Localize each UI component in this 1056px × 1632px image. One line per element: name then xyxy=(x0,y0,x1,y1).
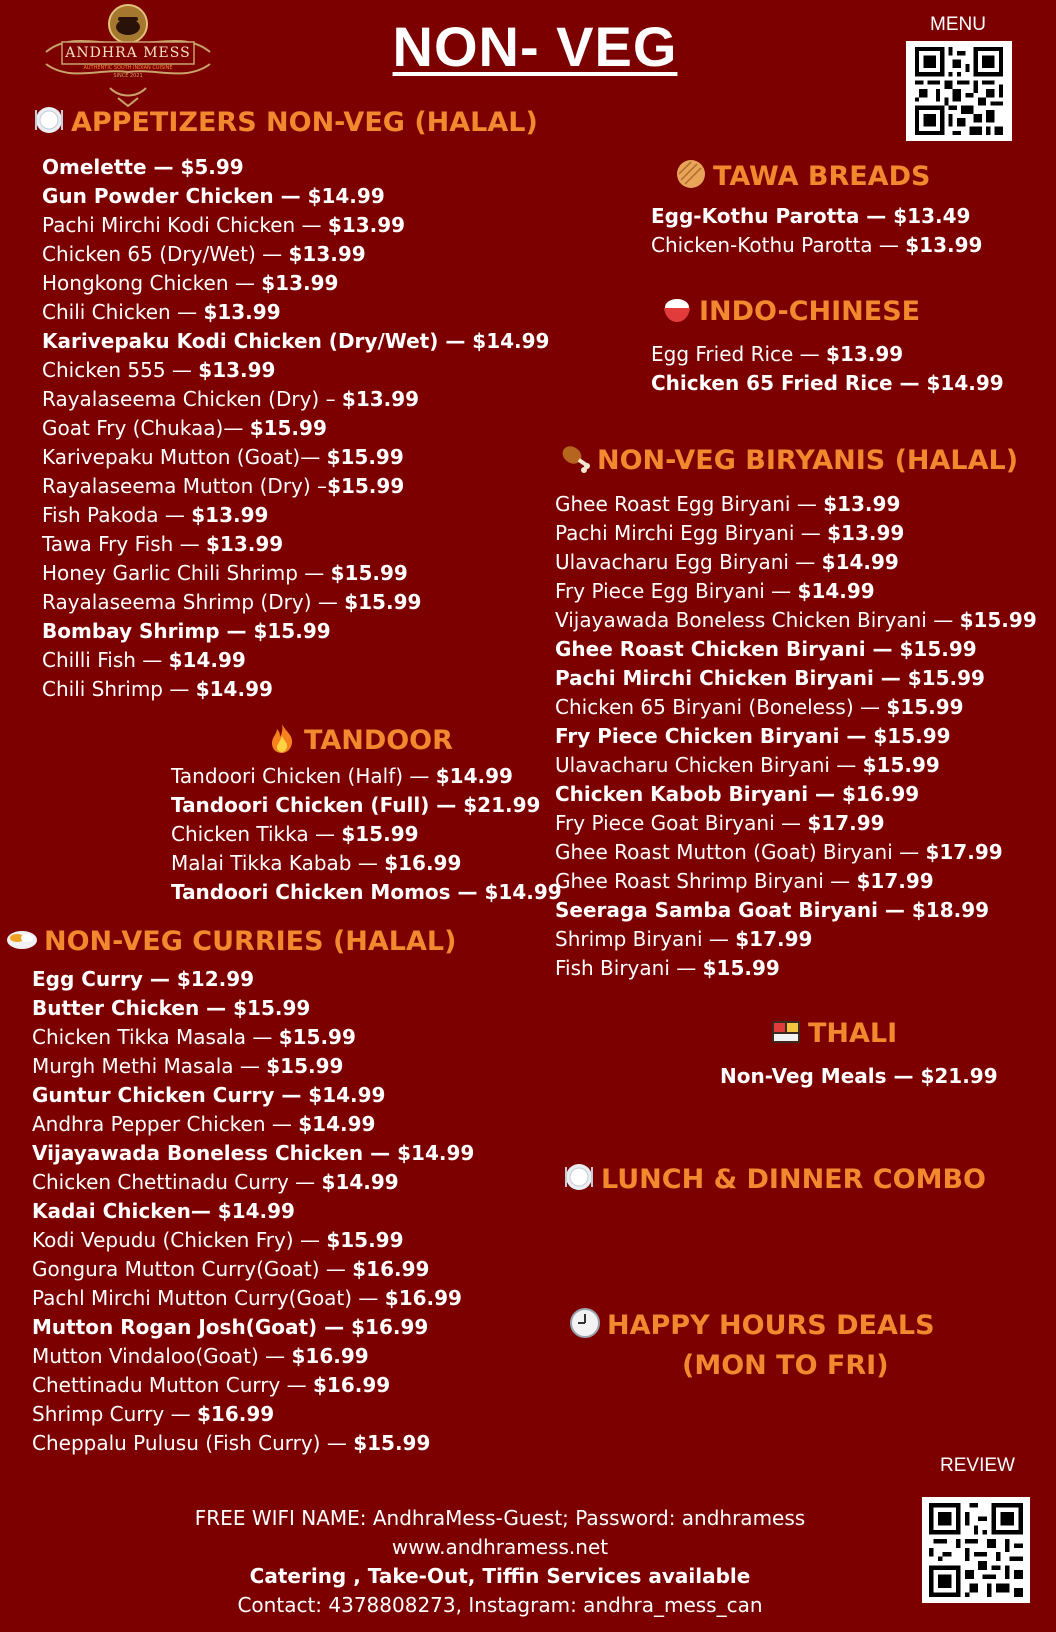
menu-item xyxy=(42,501,549,530)
menu-item-price: $16.99 xyxy=(384,851,462,875)
menu-item-price: $16.99 xyxy=(842,782,920,806)
menu-item-name: Kadai Chicken— xyxy=(32,1199,218,1223)
menu-item-name: Kodi Vepudu (Chicken Fry) — xyxy=(32,1228,327,1252)
menu-item xyxy=(651,231,982,260)
menu-item-name: Shrimp Biryani — xyxy=(555,927,736,951)
menu-item xyxy=(651,202,982,231)
menu-item-name: Egg Curry — xyxy=(32,967,177,991)
menu-item-name: Omelette — xyxy=(42,155,181,179)
menu-item-name: Honey Garlic Chili Shrimp — xyxy=(42,561,331,585)
review-qr-label: REVIEW xyxy=(940,1455,1015,1476)
menu-item-name: Tandoori Chicken (Full) — xyxy=(171,793,464,817)
menu-item-price: $17.99 xyxy=(807,811,885,835)
menu-item xyxy=(32,1342,474,1371)
menu-item-name: Cheppalu Pulusu (Fish Curry) — xyxy=(32,1431,354,1455)
menu-item xyxy=(555,809,1037,838)
menu-item xyxy=(42,240,549,269)
menu-item-price: $14.99 xyxy=(321,1170,399,1194)
menu-item-name: Chili Shrimp — xyxy=(42,677,196,701)
menu-item xyxy=(32,1023,474,1052)
menu-item-price: $14.99 xyxy=(308,1083,386,1107)
tandoor-heading xyxy=(266,722,453,758)
menu-item-price: $15.99 xyxy=(886,695,964,719)
contact-info: Contact: 4378808273, Instagram: andhra_mess_can xyxy=(237,1593,763,1617)
menu-item xyxy=(32,1313,474,1342)
menu-item-name: Ghee Roast Shrimp Biryani — xyxy=(555,869,857,893)
menu-item-name: Gongura Mutton Curry(Goat) — xyxy=(32,1257,353,1281)
menu-item-price: $14.99 xyxy=(217,1199,295,1223)
menu-item-name: Ulavacharu Chicken Biryani — xyxy=(555,753,863,777)
menu-item-name: Chicken Kabob Biryani — xyxy=(555,782,843,806)
menu-item-price: $14.99 xyxy=(472,329,550,353)
menu-qr-label: MENU xyxy=(930,14,986,35)
menu-item-name: Bombay Shrimp — xyxy=(42,619,254,643)
wifi-info: FREE WIFI NAME: AndhraMess-Guest; Password: andhramess xyxy=(194,1506,806,1530)
menu-item xyxy=(42,153,549,182)
menu-item xyxy=(32,965,474,994)
menu-item-price: $15.99 xyxy=(353,1431,431,1455)
menu-qr-code[interactable] xyxy=(906,41,1012,141)
menu-item xyxy=(42,559,549,588)
menu-item xyxy=(32,1052,474,1081)
menu-item-name: Hongkong Chicken — xyxy=(42,271,262,295)
menu-item-name: Ghee Roast Mutton (Goat) Biryani — xyxy=(555,840,926,864)
menu-item-price: $14.99 xyxy=(821,550,899,574)
tawa-breads-title: TAWA BREADS xyxy=(713,161,931,192)
menu-item-price: $15.99 xyxy=(253,619,331,643)
menu-item-price: $16.99 xyxy=(384,1286,462,1310)
services-info: Catering , Take-Out, Tiffin Services available xyxy=(249,1564,751,1588)
menu-item-name: Andhra Pepper Chicken — xyxy=(32,1112,299,1136)
menu-item-price: $17.99 xyxy=(735,927,813,951)
menu-item xyxy=(42,675,549,704)
flatbread-icon xyxy=(675,158,707,190)
appetizers-heading xyxy=(33,104,538,140)
appetizers-list xyxy=(42,153,549,704)
menu-item-price: $16.99 xyxy=(313,1373,391,1397)
menu-item-name: Chili Chicken — xyxy=(42,300,204,324)
menu-item-price: $15.99 xyxy=(266,1054,344,1078)
menu-item-price: $21.99 xyxy=(920,1064,998,1088)
menu-item-name: Seeraga Samba Goat Biryani — xyxy=(555,898,912,922)
menu-item xyxy=(32,994,474,1023)
menu-item-name: Pachi Mirchi Kodi Chicken — xyxy=(42,213,328,237)
menu-item-name: Ulavacharu Egg Biryani — xyxy=(555,550,822,574)
menu-item-price: $16.99 xyxy=(291,1344,369,1368)
menu-item-name: Fry Piece Egg Biryani — xyxy=(555,579,798,603)
menu-item-price: $13.99 xyxy=(327,213,406,237)
menu-item-name: Egg Fried Rice — xyxy=(651,342,827,366)
menu-item-name: Egg-Kothu Parotta — xyxy=(651,204,894,228)
plate-icon xyxy=(33,104,65,136)
menu-item xyxy=(32,1081,474,1110)
appetizers-title: APPETIZERS NON-VEG (HALAL) xyxy=(71,107,538,138)
menu-item-price: $15.99 xyxy=(959,608,1037,632)
menu-item xyxy=(42,298,549,327)
indo-chinese-list xyxy=(651,340,1004,398)
menu-item-price: $14.99 xyxy=(307,184,385,208)
menu-item-price: $15.99 xyxy=(341,822,419,846)
menu-item-name: Pachl Mirchi Mutton Curry(Goat) — xyxy=(32,1286,385,1310)
menu-item xyxy=(42,588,549,617)
happy-hours-heading xyxy=(569,1307,935,1343)
page-title: NON- VEG xyxy=(392,15,678,78)
menu-item-name: Vijayawada Boneless Chicken Biryani — xyxy=(555,608,960,632)
menu-item-price: $18.99 xyxy=(911,898,990,922)
menu-item xyxy=(555,693,1037,722)
happy-hours-title: HAPPY HOURS DEALS xyxy=(607,1310,935,1341)
menu-item-name: Fry Piece Chicken Biryani — xyxy=(555,724,874,748)
menu-item xyxy=(32,1226,474,1255)
menu-item-price: $15.99 xyxy=(873,724,951,748)
menu-item-price: $15.99 xyxy=(233,996,311,1020)
menu-item xyxy=(32,1429,474,1458)
menu-item xyxy=(555,606,1037,635)
menu-item-price: $13.99 xyxy=(288,242,366,266)
menu-item xyxy=(555,896,1037,925)
menu-item-price: $14.99 xyxy=(797,579,875,603)
menu-item xyxy=(555,751,1037,780)
menu-item-name: Non-Veg Meals — xyxy=(720,1064,921,1088)
menu-item-price: $13.99 xyxy=(261,271,339,295)
menu-item-name: Rayalaseema Chicken (Dry) – xyxy=(42,387,342,411)
menu-item-name: Butter Chicken — xyxy=(32,996,234,1020)
tawa-breads-heading xyxy=(675,158,930,194)
menu-item-price: $14.99 xyxy=(484,880,562,904)
curry-bowl-icon xyxy=(6,923,38,955)
menu-item xyxy=(32,1110,474,1139)
menu-item-price: $15.99 xyxy=(326,1228,404,1252)
menu-item xyxy=(555,577,1037,606)
menu-item-name: Chicken 65 (Dry/Wet) — xyxy=(42,242,289,266)
menu-item-price: $14.99 xyxy=(298,1112,376,1136)
menu-item-price: $13.49 xyxy=(893,204,971,228)
menu-item xyxy=(42,269,549,298)
menu-item-name: Goat Fry (Chukaa)— xyxy=(42,416,250,440)
menu-item-price: $16.99 xyxy=(196,1402,275,1426)
bento-box-icon xyxy=(770,1015,802,1047)
menu-item xyxy=(42,385,549,414)
thali-list xyxy=(720,1062,998,1091)
tawa-breads-list xyxy=(651,202,982,260)
menu-item xyxy=(555,780,1037,809)
menu-item xyxy=(651,369,1004,398)
menu-item-price: $13.99 xyxy=(203,300,281,324)
menu-item xyxy=(171,791,562,820)
menu-item-price: $15.99 xyxy=(249,416,327,440)
menu-item-name: Rayalaseema Mutton (Dry) – xyxy=(42,474,328,498)
curries-list xyxy=(32,965,474,1458)
menu-item-name: Shrimp Curry — xyxy=(32,1402,197,1426)
menu-item-name: Fish Pakoda — xyxy=(42,503,192,527)
menu-item-price: $15.99 xyxy=(344,590,422,614)
menu-item xyxy=(720,1062,998,1091)
menu-item xyxy=(42,414,549,443)
menu-item xyxy=(42,530,549,559)
indo-chinese-heading xyxy=(661,293,920,329)
menu-item xyxy=(32,1197,474,1226)
menu-item-name: Mutton Vindaloo(Goat) — xyxy=(32,1344,292,1368)
menu-item xyxy=(42,472,549,501)
menu-item xyxy=(32,1168,474,1197)
menu-item xyxy=(42,211,549,240)
menu-item xyxy=(651,340,1004,369)
tandoor-title: TANDOOR xyxy=(304,725,453,756)
menu-item xyxy=(42,356,549,385)
menu-item-price: $15.99 xyxy=(326,445,404,469)
curries-title: NON-VEG CURRIES (HALAL) xyxy=(44,926,457,957)
menu-item-price: $14.99 xyxy=(397,1141,475,1165)
menu-item-price: $14.99 xyxy=(926,371,1004,395)
tandoor-list xyxy=(171,762,562,907)
fire-icon xyxy=(266,722,298,754)
menu-item-name: Gun Powder Chicken — xyxy=(42,184,308,208)
menu-item-name: Tandoori Chicken Momos — xyxy=(171,880,485,904)
menu-item xyxy=(555,925,1037,954)
menu-item xyxy=(171,878,562,907)
menu-item-price: $13.99 xyxy=(826,342,904,366)
menu-item xyxy=(555,722,1037,751)
menu-item xyxy=(555,954,1037,983)
menu-item xyxy=(32,1400,474,1429)
menu-item-price: $13.99 xyxy=(341,387,420,411)
menu-item-name: Fish Biryani — xyxy=(555,956,703,980)
menu-item-price: $16.99 xyxy=(351,1315,429,1339)
thali-heading xyxy=(770,1015,897,1051)
menu-item-name: Vijayawada Boneless Chicken — xyxy=(32,1141,398,1165)
logo-brand-text: ANDHRA MESS xyxy=(65,45,191,61)
meat-on-bone-icon xyxy=(559,442,591,474)
menu-item-name: Murgh Methi Masala — xyxy=(32,1054,267,1078)
menu-item-name: Chicken Tikka Masala — xyxy=(32,1025,279,1049)
clock-icon xyxy=(569,1307,601,1339)
menu-item-price: $13.99 xyxy=(198,358,276,382)
menu-item xyxy=(42,443,549,472)
menu-item xyxy=(42,327,549,356)
menu-item xyxy=(32,1371,474,1400)
menu-item-price: $17.99 xyxy=(856,869,934,893)
menu-item-price: $15.99 xyxy=(702,956,780,980)
menu-item-price: $5.99 xyxy=(180,155,244,179)
logo-since-text: SINCE 2021 xyxy=(113,73,143,79)
rice-bowl-icon xyxy=(661,293,693,325)
menu-item-name: Chilli Fish — xyxy=(42,648,169,672)
menu-item-price: $13.99 xyxy=(905,233,983,257)
menu-item-name: Chicken 65 Fried Rice — xyxy=(651,371,927,395)
menu-item-name: Chicken 65 Biryani (Boneless) — xyxy=(555,695,887,719)
menu-item-name: Chicken Chettinadu Curry — xyxy=(32,1170,322,1194)
menu-item-price: $16.99 xyxy=(352,1257,430,1281)
menu-item xyxy=(42,182,549,211)
menu-item-name: Chicken-Kothu Parotta — xyxy=(651,233,906,257)
thali-title: THALI xyxy=(808,1018,898,1049)
menu-item xyxy=(555,519,1037,548)
menu-item-price: $21.99 xyxy=(463,793,541,817)
menu-item-price: $13.99 xyxy=(206,532,284,556)
biryanis-title: NON-VEG BIRYANIS (HALAL) xyxy=(597,445,1019,476)
menu-item-price: $13.99 xyxy=(823,492,901,516)
menu-item-name: Chicken 555 — xyxy=(42,358,199,382)
menu-item-price: $14.99 xyxy=(195,677,273,701)
happy-hours-days: (MON TO FRI) xyxy=(682,1350,889,1381)
menu-item xyxy=(555,548,1037,577)
menu-item-price: $15.99 xyxy=(330,561,408,585)
menu-item-price: $14.99 xyxy=(168,648,246,672)
menu-item xyxy=(555,867,1037,896)
combo-title: LUNCH & DINNER COMBO xyxy=(601,1164,986,1195)
menu-item xyxy=(555,490,1037,519)
plate-icon xyxy=(563,1161,595,1193)
menu-item xyxy=(555,838,1037,867)
menu-item xyxy=(171,849,562,878)
menu-item-price: $15.99 xyxy=(862,753,940,777)
menu-item-name: Guntur Chicken Curry — xyxy=(32,1083,309,1107)
menu-item xyxy=(42,617,549,646)
menu-item-name: Pachi Mirchi Egg Biryani — xyxy=(555,521,828,545)
menu-item xyxy=(171,820,562,849)
menu-item-name: Ghee Roast Chicken Biryani — xyxy=(555,637,900,661)
menu-item xyxy=(32,1255,474,1284)
logo-tagline-text: AUTHENTIC SOUTH INDIAN CUISINE xyxy=(83,65,173,71)
website-link[interactable]: www.andhramess.net xyxy=(391,1535,609,1559)
biryanis-list xyxy=(555,490,1037,983)
menu-item-name: Karivepaku Kodi Chicken (Dry/Wet) — xyxy=(42,329,473,353)
menu-item xyxy=(555,664,1037,693)
menu-item-price: $13.99 xyxy=(827,521,905,545)
biryanis-heading xyxy=(559,442,1018,478)
menu-item-name: Pachi Mirchi Chicken Biryani — xyxy=(555,666,908,690)
menu-item-price: $14.99 xyxy=(435,764,513,788)
menu-item-name: Tandoori Chicken (Half) — xyxy=(171,764,436,788)
menu-item-name: Ghee Roast Egg Biryani — xyxy=(555,492,824,516)
menu-item xyxy=(32,1284,474,1313)
menu-item xyxy=(32,1139,474,1168)
curries-heading xyxy=(6,923,456,959)
menu-item-name: Tawa Fry Fish — xyxy=(42,532,207,556)
menu-item-name: Malai Tikka Kabab — xyxy=(171,851,385,875)
menu-item-name: Mutton Rogan Josh(Goat) — xyxy=(32,1315,352,1339)
menu-item-price: $17.99 xyxy=(925,840,1003,864)
menu-item xyxy=(42,646,549,675)
menu-item-price: $15.99 xyxy=(907,666,985,690)
menu-item-name: Karivepaku Mutton (Goat)— xyxy=(42,445,327,469)
menu-item xyxy=(555,635,1037,664)
menu-item-name: Fry Piece Goat Biryani — xyxy=(555,811,808,835)
menu-item-price: $15.99 xyxy=(278,1025,356,1049)
menu-item-name: Chettinadu Mutton Curry — xyxy=(32,1373,314,1397)
menu-item-price: $15.99 xyxy=(327,474,405,498)
menu-item xyxy=(171,762,562,791)
menu-item-price: $15.99 xyxy=(899,637,977,661)
menu-item-price: $12.99 xyxy=(176,967,255,991)
menu-item-price: $13.99 xyxy=(191,503,269,527)
menu-item-name: Rayalaseema Shrimp (Dry) — xyxy=(42,590,345,614)
combo-heading xyxy=(563,1161,986,1197)
indo-chinese-title: INDO-CHINESE xyxy=(699,296,921,327)
menu-item-name: Chicken Tikka — xyxy=(171,822,342,846)
